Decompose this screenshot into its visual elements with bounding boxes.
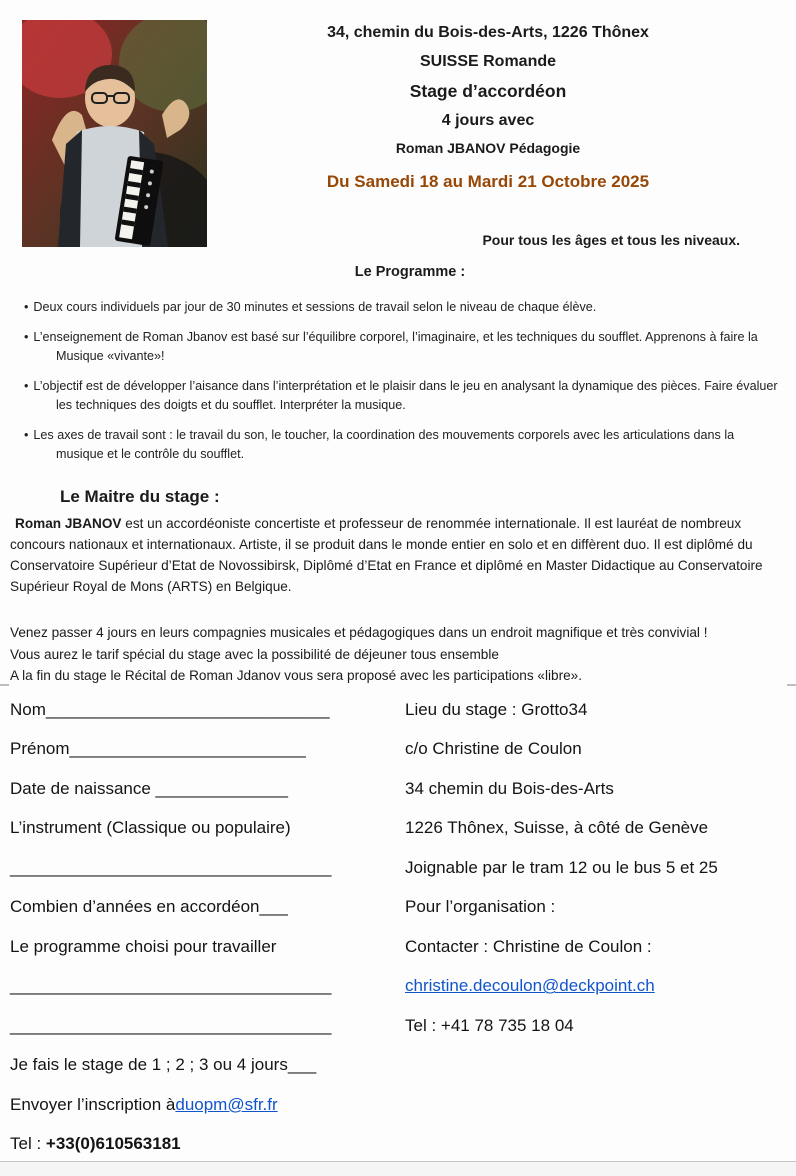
page-title: Stage d’accordéon — [409, 81, 567, 101]
organisation-label: Pour l’organisation : — [405, 897, 556, 917]
instructor-photo-art — [22, 20, 207, 247]
send-instruction — [10, 1085, 405, 1125]
field-instrument-label: L’instrument (Classique ou populaire) — [10, 818, 291, 838]
email-link-duopm[interactable]: duopm@sfr.fr — [175, 1094, 278, 1114]
invite-line: A la fin du stage le Récital de Roman Jdanov vous sera proposé avec les participations «libre». — [10, 668, 583, 683]
bullet-item — [14, 377, 780, 415]
bullet-icon: • — [24, 300, 29, 314]
maitre-heading: Le Maitre du stage : — [60, 487, 220, 506]
venue-co: c/o Christine de Coulon — [405, 739, 582, 759]
field-prenom: Prénom_________________________ — [10, 739, 306, 759]
bullet-text: L’enseignement de Roman Jbanov est basé sur l’équilibre corporel, l’imaginaire, et les techniques du soufflet. Apprenons à faire la Musique «vivante»! — [33, 330, 758, 363]
venue-street: 34 chemin du Bois-des-Arts — [405, 778, 614, 798]
page-break-marker — [787, 684, 796, 686]
venue-name: Lieu du stage : Grotto34 — [405, 699, 588, 719]
bullet-icon: • — [24, 330, 29, 344]
audience-note: Pour tous les âges et tous les niveaux. — [482, 232, 740, 248]
field-programme-line-2: __________________________________ — [10, 1015, 332, 1035]
contact-tel: Tel : +41 78 735 18 04 — [405, 1015, 574, 1035]
tel-france-number: +33(0)610563181 — [45, 1134, 181, 1154]
field-programme-label: Le programme choisi pour travailler — [10, 936, 277, 956]
bio-paragraph — [10, 513, 784, 597]
form-right-column — [405, 690, 792, 1164]
invite-line: Vous aurez le tarif spécial du stage avec la possibilité de déjeuner tous ensemble — [10, 646, 499, 662]
tel-france-label: Tel : — [10, 1134, 42, 1154]
contact-email-row — [405, 967, 792, 1007]
programme-heading: Le Programme : — [354, 264, 466, 280]
dates-line: Du Samedi 18 au Mardi 21 Octobre 2025 — [326, 172, 650, 191]
bullet-item — [14, 426, 780, 464]
bullet-icon: • — [24, 428, 29, 442]
field-date-naissance: Date de naissance ______________ — [10, 778, 288, 798]
page-break-marker — [0, 684, 9, 686]
field-nombre-jours: Je fais le stage de 1 ; 2 ; 3 ou 4 jours___ — [10, 1055, 317, 1075]
email-link-christine[interactable]: christine.decoulon@deckpoint.ch — [405, 976, 655, 996]
header — [208, 0, 768, 193]
programme-bullets — [14, 298, 780, 475]
invite-paragraph — [10, 622, 784, 687]
address-line: 34, chemin du Bois-des-Arts, 1226 Thônex — [327, 24, 649, 41]
subtitle-line: 4 jours avec — [441, 112, 535, 129]
venue-transport: Joignable par le tram 12 ou le bus 5 et 25 — [405, 857, 718, 877]
bullet-icon: • — [24, 379, 29, 393]
page-bottom-gap — [0, 1162, 796, 1176]
bullet-item — [14, 298, 780, 317]
instructor-photo — [22, 20, 207, 247]
field-nom: Nom______________________________ — [10, 699, 330, 719]
send-instruction-text: Envoyer l’inscription à — [10, 1094, 176, 1114]
bullet-text: Deux cours individuels par jour de 30 minutes et sessions de travail selon le niveau de chaque élève. — [33, 300, 597, 314]
field-annees-accordeon: Combien d’années en accordéon___ — [10, 897, 288, 917]
registration-form — [10, 690, 792, 1164]
bullet-text: L’objectif est de développer l’aisance dans l’interprétation et le plaisir dans le jeu en analysant la dynamique des pièces. Faire évaluer les techniques des doigts et du soufflet. Interpréter la musique. — [33, 379, 778, 412]
bullet-text: Les axes de travail sont : le travail du son, le toucher, la coordination des mouvements corporels avec les articulations dans la musique et le contrôle du soufflet. — [33, 428, 735, 461]
bio-name: Roman JBANOV — [15, 516, 122, 531]
venue-city: 1226 Thônex, Suisse, à côté de Genève — [405, 818, 709, 838]
form-left-column — [10, 690, 405, 1164]
bio-text: est un accordéoniste concertiste et professeur de renommée internationale. Il est lauréat de nombreux concours nationaux et internationaux. Artiste, il se produit dans le monde entier en solo et en diffèrent duo. Il est diplômé du Conservatoire Supérieur d’Etat de Novossibirsk, Diplômé d’Etat en France et diplômé en Master Didactique au Conservatoire Supérieur Royal de Mons (ARTS) en Belgique. — [10, 516, 763, 594]
contact-label: Contacter : Christine de Coulon : — [405, 936, 652, 956]
teacher-line: Roman JBANOV Pédagogie — [395, 140, 581, 156]
field-programme-line-1: __________________________________ — [10, 976, 332, 996]
bullet-item — [14, 328, 780, 366]
invite-line: Venez passer 4 jours en leurs compagnies musicales et pédagogiques dans un endroit magnifique et très convivial ! — [10, 625, 708, 640]
region-line: SUISSE Romande — [419, 53, 557, 70]
field-instrument-line: __________________________________ — [10, 857, 332, 877]
tel-france — [10, 1125, 405, 1165]
